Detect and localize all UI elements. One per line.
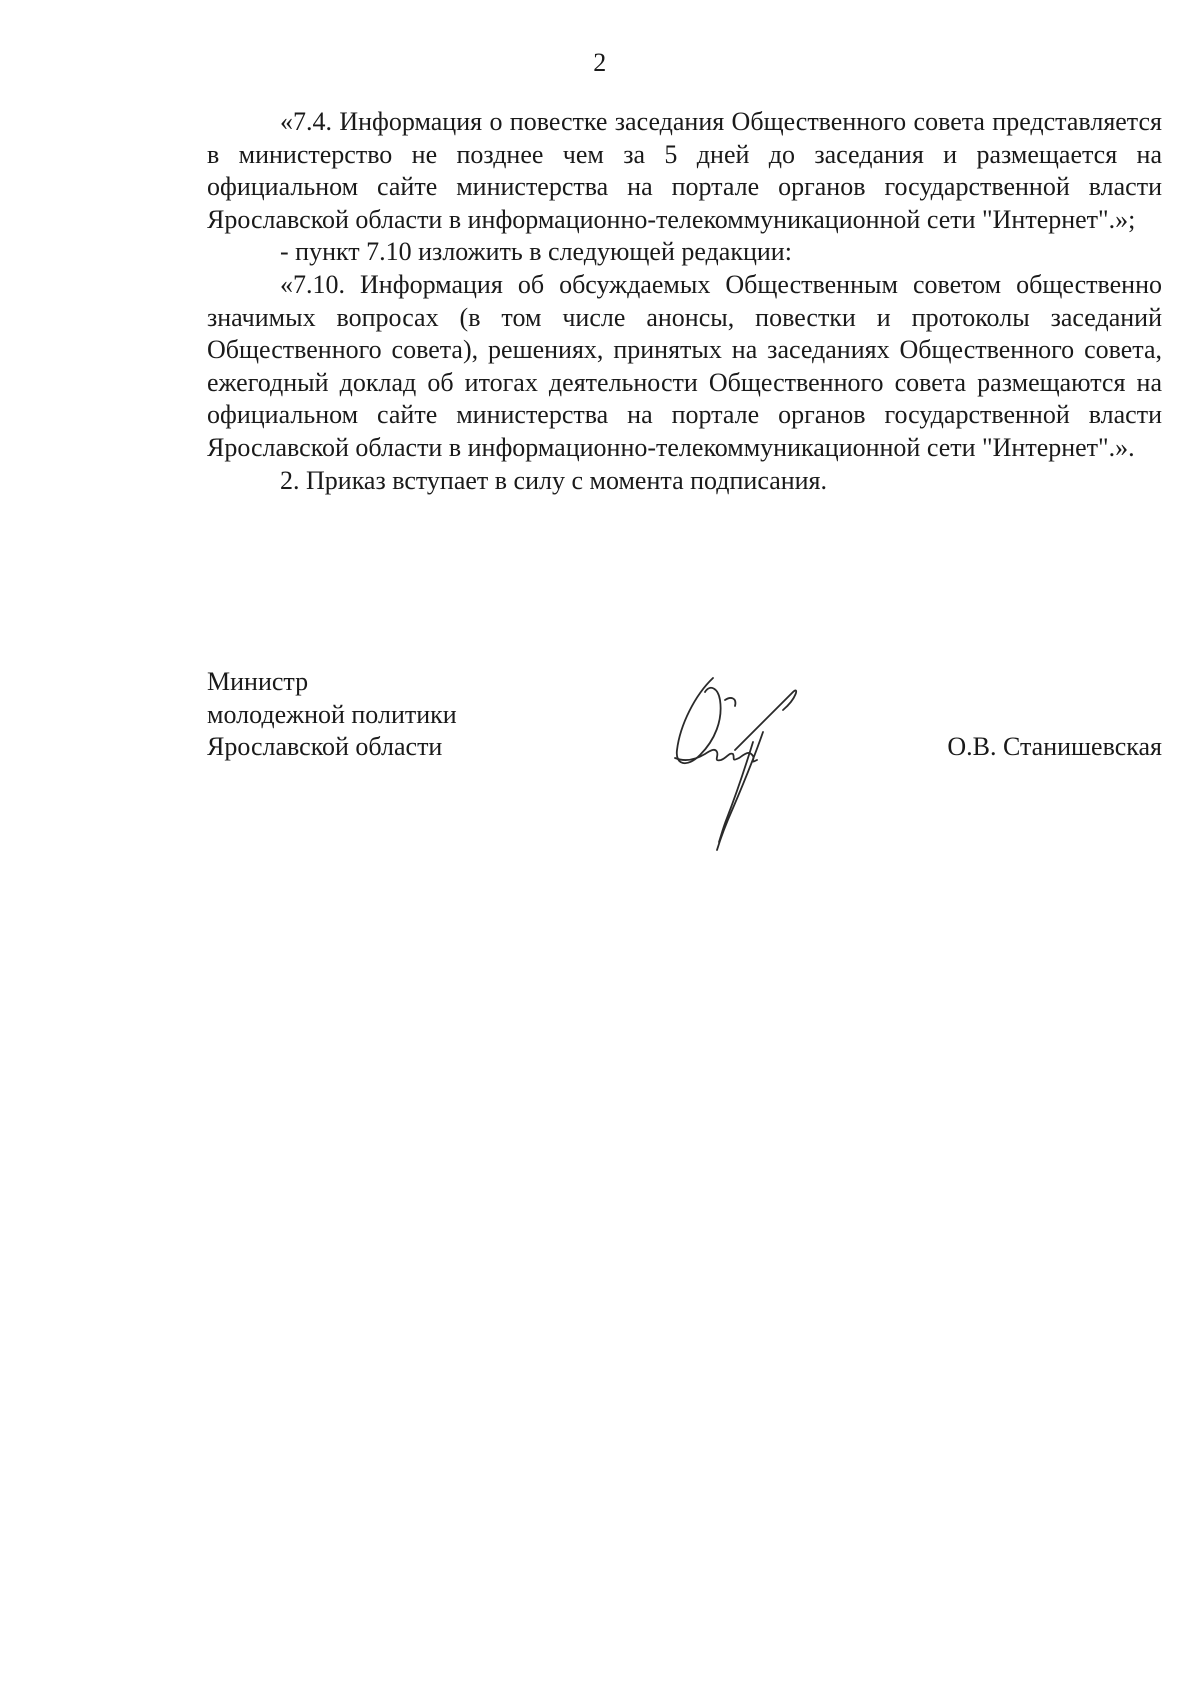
handwritten-signature-icon	[665, 670, 815, 855]
page-number: 2	[593, 48, 607, 77]
signer-position-line: молодежной политики	[207, 699, 457, 729]
paragraph-7-4: «7.4. Информация о повестке заседания Общественного совета представляется в министерство не позднее чем за 5 дней до заседания и размещается на официальном сайте министерства на портале органов государственной власти Ярославской области в информационно-телекоммуникационной сети "Интернет".»;	[207, 107, 1162, 234]
signer-position	[207, 666, 457, 764]
signer-position-line: Министр	[207, 667, 309, 696]
paragraph-effective-date: 2. Приказ вступает в силу с момента подписания.	[280, 465, 828, 495]
paragraph-item-7-10-intro: - пункт 7.10 изложить в следующей редакции:	[280, 237, 792, 267]
signer-position-line: Ярославской области	[207, 732, 443, 762]
signer-name: О.В. Станишевская	[947, 732, 1162, 761]
document-body	[207, 106, 1162, 497]
paragraph-7-10: «7.10. Информация об обсуждаемых Общественным советом общественно значимых вопросах (в том числе анонсы, повестки и протоколы заседаний Общественного совета), решениях, принятых на заседаниях Общественного совета, ежегодный доклад об итогах деятельности Общественного совета размещаются на официальном сайте министерства на портале органов государственной власти Ярославской области в информационно-телекоммуникационной сети "Интернет".».	[207, 269, 1162, 462]
